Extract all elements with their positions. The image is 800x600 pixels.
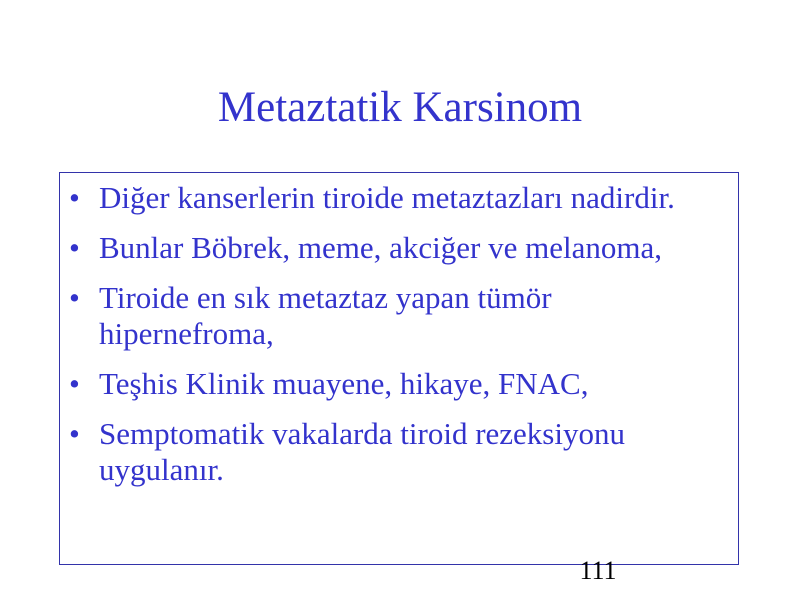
page-number: 111 xyxy=(579,556,617,585)
bullet-text: Tiroide en sık metaztaz yapan tümör hipernefroma, xyxy=(99,280,552,351)
bullet-item xyxy=(69,180,719,216)
content-box xyxy=(59,172,739,565)
bullet-list xyxy=(69,180,719,502)
bullet-item xyxy=(69,230,719,266)
bullet-item xyxy=(69,366,719,402)
bullet-text: Diğer kanserlerin tiroide metaztazları nadirdir. xyxy=(99,180,675,215)
bullet-dot-icon: • xyxy=(69,280,80,315)
bullet-dot-icon: • xyxy=(69,416,80,451)
bullet-dot-icon: • xyxy=(69,180,80,215)
bullet-dot-icon: • xyxy=(69,230,80,265)
bullet-text: Semptomatik vakalarda tiroid rezeksiyonu uygulanır. xyxy=(99,416,625,487)
bullet-item xyxy=(69,416,719,488)
bullet-item xyxy=(69,280,719,352)
slide-title: Metaztatik Karsinom xyxy=(217,84,583,131)
bullet-text: Teşhis Klinik muayene, hikaye, FNAC, xyxy=(99,366,589,401)
bullet-text: Bunlar Böbrek, meme, akciğer ve melanoma, xyxy=(99,230,662,265)
bullet-dot-icon: • xyxy=(69,366,80,401)
